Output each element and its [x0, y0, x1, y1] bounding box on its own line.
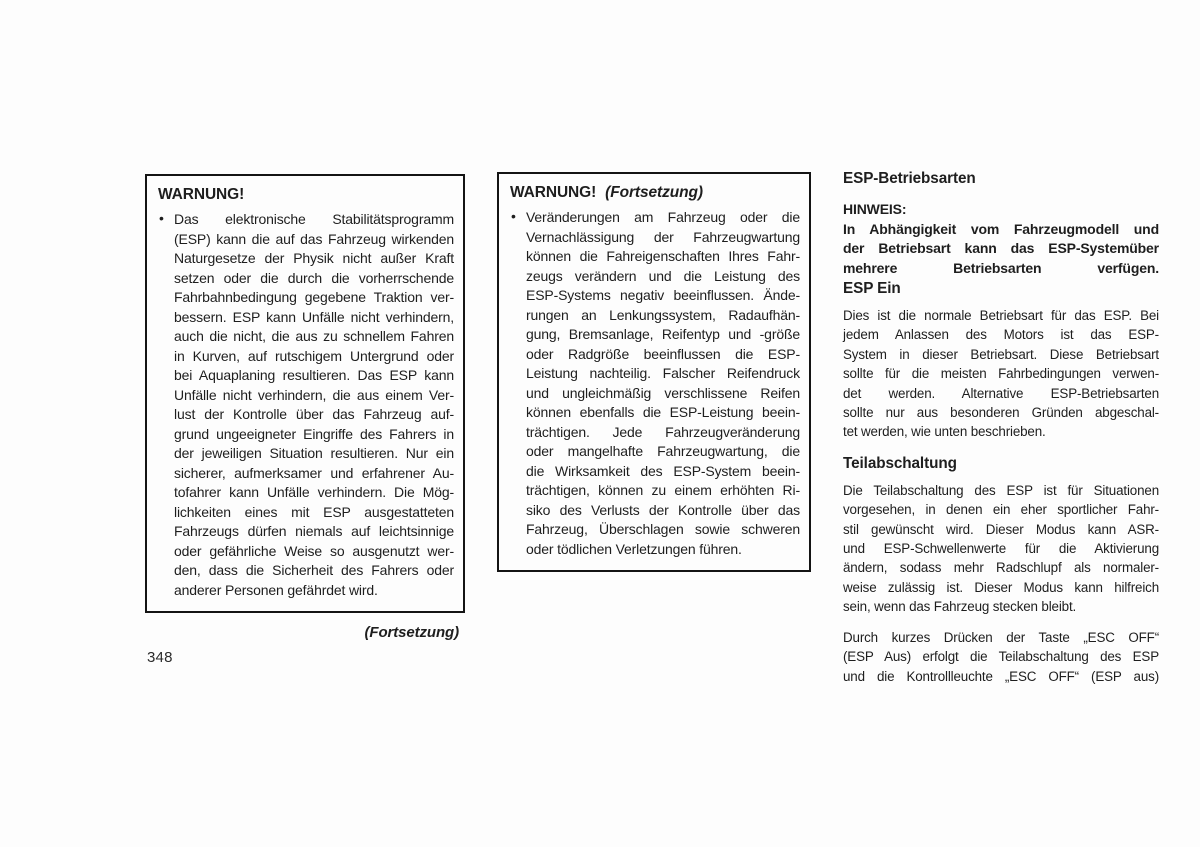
teilabschaltung-paragraph: Die Teilabschaltung des ESP ist für Situationen vorgesehen, in denen ein eher sportlicher Fahr- stil gewünscht wird. Dieser Modus kann ASR- und ESP-Schwellenwerte für die Aktivierung ändern, sodass mehr Radschlupf als normaler- weise zulässig ist. Dieser Modus kann hilfreich sein, wenn das Fahrzeug stecken bleibt. [843, 482, 1159, 615]
warning-box-1-text: Das elektronische Stabilitätsprogramm (ESP) kann die auf das Fahrzeug wirkenden Naturgesetze der Physik nicht außer Kraft setzen oder die durch die vorherrschende Fahrbahnbedingung gegebene Traktion ver- bessern. ESP kann Unfälle nicht verhindern, auch die nicht, die aus zu schnellem Fahren in Kurven, auf rutschigem Untergrund oder bei Aquaplaning resultieren. Das ESP kann Unfälle nicht verhindern, die aus einem Ver- lust der Kontrolle über das Fahrzeug auf- grund ungeeigneter Eingriffe des Fahrers in der jeweiligen Situation resultieren. Nur ein sicherer, aufmerksamer und erfahrener Au- tofahrer kann Unfälle verhindern. Die Mög- lichkeiten eines mit ESP ausgestatteten Fahrzeugs dürfen niemals auf leichtsinnige oder gefährliche Weise so ausgenutzt wer- den, dass die Sicherheit des Fahrers oder anderer Personen gefährdet wird. [174, 211, 454, 598]
warning-box-2-title-main: WARNUNG! [510, 184, 597, 201]
warning-box-1-bullet-item [157, 210, 454, 600]
bullet-icon: • [159, 210, 164, 226]
bullet-icon: • [511, 208, 516, 224]
column-warning-2 [497, 172, 811, 572]
heading-esp-ein: ESP Ein [843, 280, 901, 297]
column-esp-betriebsarten [843, 170, 1159, 697]
hinweis-text: In Abhängigkeit vom Fahrzeugmodell und der Betriebsart kann das ESP-Systemüber mehrere Betriebsarten verfügen. [843, 220, 1159, 276]
warning-box-2-text: Veränderungen am Fahrzeug oder die Vernachlässigung der Fahrzeugwartung können die Fahreigenschaften Ihres Fahr- zeugs verändern und die Leistung des ESP-Systems negativ beeinflussen. Ände- rungen an Lenkungssystem, Radaufhän- gung, Bremsanlage, Reifentyp und -größe oder Radgröße beeinflussen die ESP- Leistung nachteilig. Falscher Reifendruck und ungleichmäßig verschlissene Reifen können ebenfalls die ESP-Leistung beein- trächtigen. Jede Fahrzeugveränderung oder mangelhafte Fahrzeugwartung, die die Wirksamkeit des ESP-System beein- trächtigen, können zu einem erhöhten Ri- siko des Verlusts der Kontrolle über das Fahrzeug, Überschlagen sowie schweren oder tödlichen Verletzungen führen. [526, 209, 800, 557]
warning-box-1 [145, 174, 465, 613]
esc-off-paragraph: Durch kurzes Drücken der Taste „ESC OFF“ (ESP Aus) erfolgt die Teilabschaltung des ESP und die Kontrollleuchte „ESC OFF“ (ESP aus) [843, 629, 1159, 684]
heading-teilabschaltung: Teilabschaltung [843, 454, 957, 472]
column-warning-1 [145, 174, 465, 641]
warning-box-2-title-suffix: (Fortsetzung) [605, 184, 703, 201]
warning-box-2-title [510, 182, 800, 203]
continuation-note: (Fortsetzung) [364, 624, 459, 641]
page-number: 348 [147, 649, 173, 666]
warning-box-2 [497, 172, 811, 572]
heading-esp-betriebsarten: ESP-Betriebsarten [843, 170, 976, 187]
esp-ein-paragraph: Dies ist die normale Betriebsart für das ESP. Bei jedem Anlassen des Motors ist das ESP- System in dieser Betriebsart. Diese Betriebsart sollte für die meisten Fahrbedingungen verwen- det werden. Alternative ESP-Betriebsarten sollte nur aus besonderen Gründen abgeschal- tet werden, wie unten beschrieben. [843, 308, 1159, 440]
hinweis-label: HINWEIS: [843, 201, 907, 217]
warning-box-1-title: WARNUNG! [158, 186, 245, 203]
warning-box-2-bullet-item [509, 208, 800, 559]
